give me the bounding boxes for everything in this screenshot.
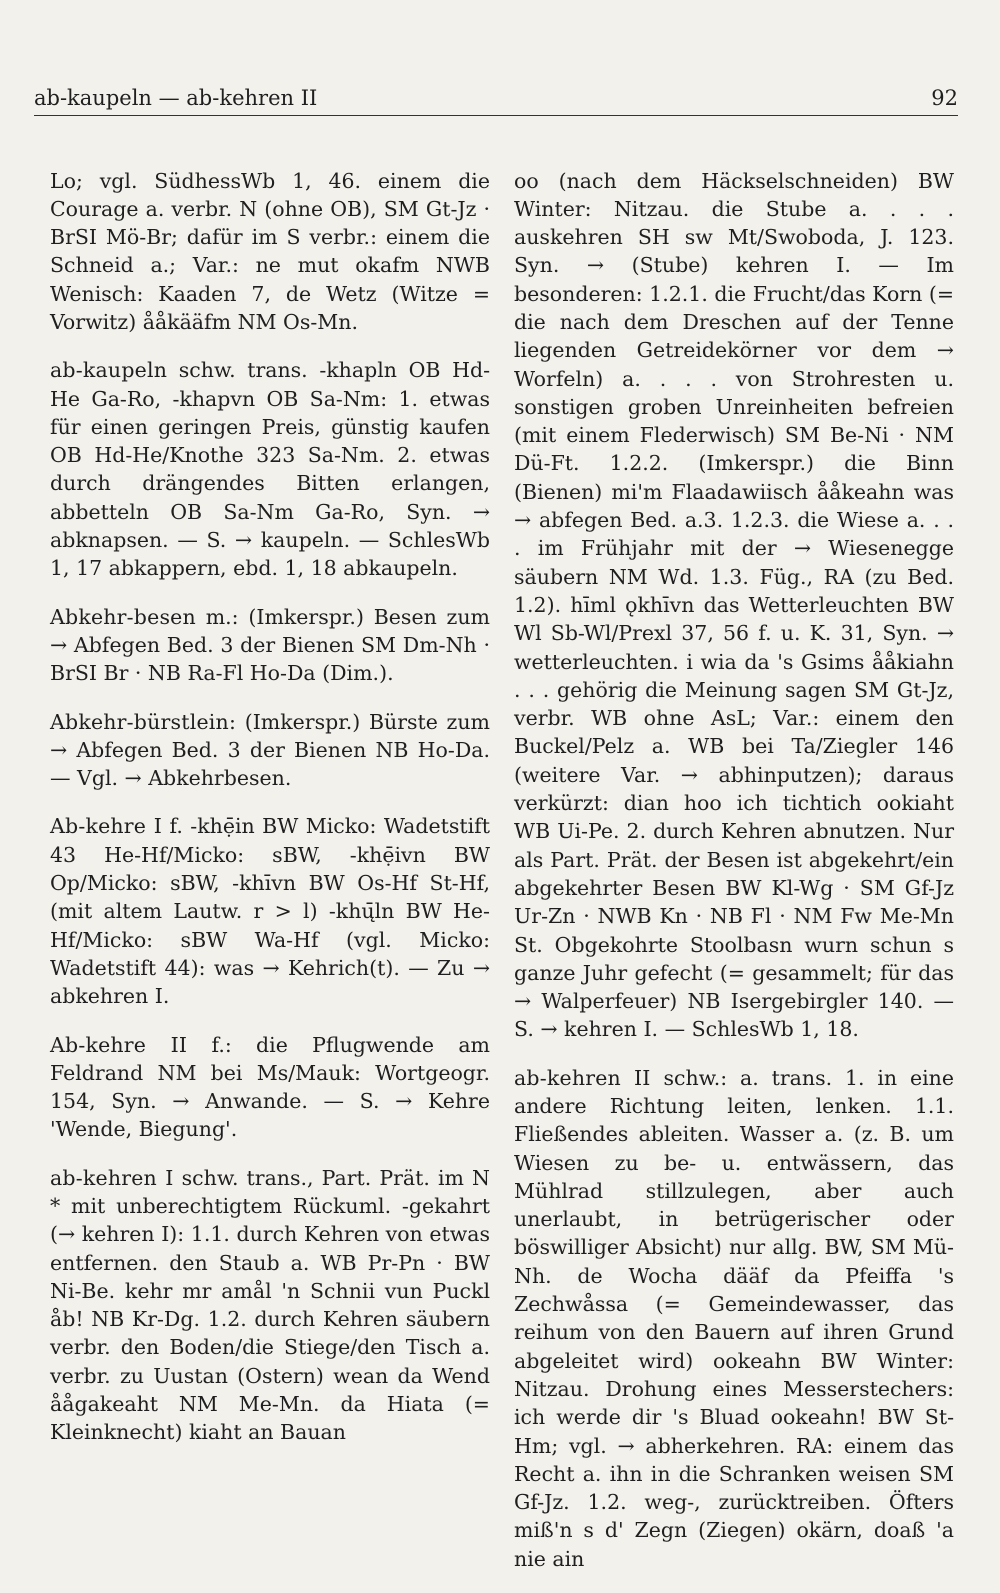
dictionary-entry bbox=[50, 603, 490, 688]
dictionary-entry bbox=[50, 1031, 490, 1144]
headword: ab-kehren I bbox=[50, 1165, 174, 1190]
headword: Abkehr-besen bbox=[50, 604, 196, 629]
dictionary-entry bbox=[50, 356, 490, 582]
dictionary-entry bbox=[50, 812, 490, 1010]
left-column bbox=[50, 146, 490, 1467]
entry-body: m.: (Imkerspr.) Besen zum → Abfegen Bed. 3 der Bienen SM Dm-Nh · BrSI Br · NB Ra-Fl Ho-Da (Dim.). bbox=[50, 604, 490, 686]
entry-body: schw. trans. -khapln OB Hd-He Ga-Ro, -khapvn OB Sa-Nm: 1. etwas für einen geringen Preis, günstig kaufen OB Hd-He/Knothe 323 Sa-Nm. 2. etwas durch drängendes Bitten erlangen, abbetteln OB Sa-Nm Ga-Ro, Syn. → abknapsen. — S. → kaupeln. — SchlesWb 1, 17 abkappern, ebd. 1, 18 abkaupeln. bbox=[50, 358, 490, 581]
dictionary-entry bbox=[514, 1064, 954, 1573]
dictionary-entry bbox=[50, 1164, 490, 1447]
right-column bbox=[514, 146, 954, 1593]
headword: ab-kaupeln bbox=[50, 358, 168, 383]
entry-body: f.: die Pflugwende am Feldrand NM bei Ms/Mauk: Wortgeogr. 154, Syn. → Anwande. — S. → Kehre 'Wende, Biegung'. bbox=[50, 1032, 490, 1142]
entry-body: schw.: a. trans. 1. in eine andere Richtung leiten, lenken. 1.1. Fließendes ableiten. Wasser a. (z. B. um Wiesen zu be- u. entwässern, das Mühlrad stillzulegen, aber auch unerlaubt, in betrügerischer oder böswilliger Absicht) nur allg. BW, SM Mü-Nh. de Wocha dääf da Pfeiffa 's Zechwåssa (= Gemeindewasser, das reihum von den Bauern auf ihren Grund abgeleitet wird) ookeahn BW Winter: Nitzau. Drohung eines Messerstechers: ich werde dir 's Bluad ookeahn! BW St-Hm; vgl. → abherkehren. RA: einem das Recht a. ihn in die Schranken weisen SM Gf-Jz. 1.2. weg-, zurücktreiben. Öfters miß'n s d' Zegn (Ziegen) okärn, doaß 'a nie ain bbox=[514, 1065, 954, 1571]
entry-body: f. -khẹ̄in BW Micko: Wadetstift 43 He-Hf/Micko: sBW, -khẹ̄ivn BW Op/Micko: sBW, -khīvn BW Os-Hf St-Hf, (mit altem Lautw. r > l) -khų̄ln BW He-Hf/Micko: sBW Wa-Hf (vgl. Micko: Wadetstift 44): was → Kehrich(t). — Zu → abkehren I. bbox=[50, 814, 490, 1009]
page-number: 92 bbox=[931, 86, 958, 110]
continuation-text: Lo; vgl. SüdhessWb 1, 46. einem die Courage a. verbr. N (ohne OB), SM Gt-Jz · BrSI Mö-Br; dafür im S verbr.: einem die Schneid a.; Var.: ne mut okafm NWB Wenisch: Kaaden 7, de Wetz (Witze = Vorwitz) ååkääfm NM Os-Mn. bbox=[50, 168, 490, 334]
running-head: ab-kaupeln — ab-kehren II bbox=[34, 86, 318, 110]
headword: Abkehr-bürstlein: bbox=[50, 709, 237, 734]
headword: ab-kehren II bbox=[514, 1065, 651, 1090]
headword: Ab-kehre I bbox=[50, 814, 163, 839]
headword: Ab-kehre II bbox=[50, 1032, 188, 1057]
running-header bbox=[34, 86, 958, 116]
entry-body: (Imkerspr.) Bürste zum → Abfegen Bed. 3 der Bienen NB Ho-Da. — Vgl. → Abkehrbesen. bbox=[50, 709, 490, 791]
continuation-text: oo (nach dem Häckselschneiden) BW Winter: Nitzau. die Stube a. . . . auskehren SH sw Mt/Swoboda, J. 123. Syn. → (Stube) kehren I. — Im besonderen: 1.2.1. die Frucht/das Korn (= die nach dem Dreschen auf der Tenne liegenden Getreidekörner vor dem → Worfeln) a. . . . von Strohresten u. sonstigen groben Unreinheiten befreien (mit einem Flederwisch) SM Be-Ni · NM Dü-Ft. 1.2.2. (Imkerspr.) die Binn (Bienen) mi'm Flaadawiisch ååkeahn was → abfegen Bed. a.3. 1.2.3. die Wiese a. . . . im Frühjahr mit der → Wiesenegge säubern NM Wd. 1.3. Füg., RA (zu Bed. 1.2). hīml ǫkhīvn das Wetterleuchten BW Wl Sb-Wl/Prexl 37, 56 f. u. K. 31, Syn. → wetterleuchten. i wia da 's Gsims ååkiahn . . . gehörig die Meinung sagen SM Gt-Jz, verbr. WB ohne AsL; Var.: einem den Buckel/Pelz a. WB bei Ta/Ziegler 146 (weitere Var. → abhinputzen); daraus verkürzt: dian hoo ich tichtich ookiaht WB Ui-Pe. 2. durch Kehren abnutzen. Nur als Part. Prät. der Besen ist abgekehrt/ein abgekehrter Besen BW Kl-Wg · SM Gf-Jz Ur-Zn · NWB Kn · NB Fl · NM Fw Me-Mn St. Obgekohrte Stoolbasn wurn schun s ganze Juhr gefecht (= gesammelt; für das → Walperfeuer) NB Isergebirgler 140. — S. → kehren I. — SchlesWb 1, 18. bbox=[514, 168, 954, 1042]
entry-body: schw. trans., Part. Prät. im N * mit unberechtigtem Rückuml. -gekahrt (→ kehren I): 1.1. durch Kehren von etwas entfernen. den Staub a. WB Pr-Pn · BW Ni-Be. kehr mr amål 'n Schnii vun Puckl åb! NB Kr-Dg. 1.2. durch Kehren säubern verbr. den Boden/die Stiege/den Tisch a. verbr. zu Uustan (Ostern) wean da Wend åågakeaht NM Me-Mn. da Hiata (= Kleinknecht) kiaht an Bauan bbox=[50, 1165, 490, 1445]
dictionary-entry bbox=[50, 708, 490, 793]
